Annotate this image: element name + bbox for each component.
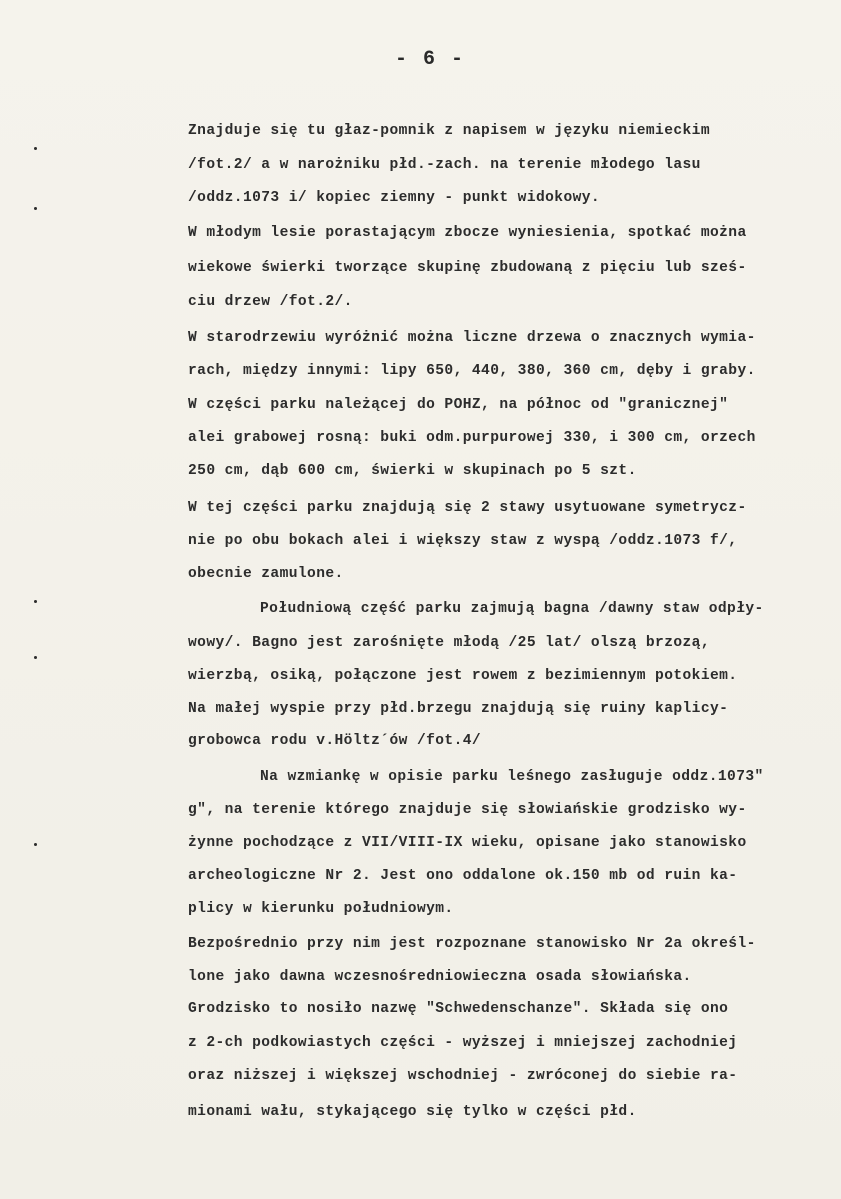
margin-mark (34, 600, 37, 603)
text-line: oraz niższej i większej wschodniej - zwróconej do siebie ra- (188, 1068, 738, 1084)
text-line: plicy w kierunku południowym. (188, 901, 454, 917)
text-line: Grodzisko to nosiło nazwę "Schwedenschanze". Składa się ono (188, 1001, 729, 1017)
text-line: W części parku należącej do POHZ, na północ od "granicznej" (188, 397, 729, 413)
text-line: 250 cm, dąb 600 cm, świerki w skupinach po 5 szt. (188, 463, 637, 479)
text-line: obecnie zamulone. (188, 566, 344, 582)
margin-mark (34, 207, 37, 210)
text-line: archeologiczne Nr 2. Jest ono oddalone ok.150 mb od ruin ka- (188, 868, 738, 884)
text-line: /oddz.1073 i/ kopiec ziemny - punkt widokowy. (188, 190, 601, 206)
text-line: mionami wału, stykającego się tylko w części płd. (188, 1104, 637, 1120)
text-line: lone jako dawna wczesnośredniowieczna osada słowiańska. (188, 969, 692, 985)
text-line: z 2-ch podkowiastych części - wyższej i mniejszej zachodniej (188, 1035, 738, 1051)
text-line: Bezpośrednio przy nim jest rozpoznane stanowisko Nr 2a określ- (188, 936, 756, 952)
text-line: rach, między innymi: lipy 650, 440, 380, 360 cm, dęby i graby. (188, 363, 756, 379)
margin-mark (34, 843, 37, 846)
text-line: Na wzmiankę w opisie parku leśnego zasługuje oddz.1073" (260, 769, 764, 785)
text-line: Znajduje się tu głaz-pomnik z napisem w języku niemieckim (188, 123, 710, 139)
text-line: grobowca rodu v.Höltz´ów /fot.4/ (188, 733, 482, 749)
text-line: Południową część parku zajmują bagna /dawny staw odpły- (260, 601, 764, 617)
margin-mark (34, 656, 37, 659)
text-line: wiekowe świerki tworzące skupinę zbudowaną z pięciu lub sześ- (188, 260, 747, 276)
text-line: W tej części parku znajdują się 2 stawy usytuowane symetrycz- (188, 500, 747, 516)
text-line: g", na terenie którego znajduje się słowiańskie grodzisko wy- (188, 802, 747, 818)
text-line: ciu drzew /fot.2/. (188, 294, 353, 310)
page-number: - 6 - (395, 48, 466, 71)
text-line: alei grabowej rosną: buki odm.purpurowej 330, i 300 cm, orzech (188, 430, 756, 446)
text-line: wowy/. Bagno jest zarośnięte młodą /25 lat/ olszą brzozą, (188, 635, 710, 651)
text-line: żynne pochodzące z VII/VIII-IX wieku, opisane jako stanowisko (188, 835, 747, 851)
text-line: /fot.2/ a w narożniku płd.-zach. na terenie młodego lasu (188, 157, 701, 173)
text-line: Na małej wyspie przy płd.brzegu znajdują się ruiny kaplicy- (188, 701, 729, 717)
text-line: wierzbą, osiką, połączone jest rowem z bezimiennym potokiem. (188, 668, 738, 684)
text-line: W starodrzewiu wyróżnić można liczne drzewa o znacznych wymia- (188, 330, 756, 346)
margin-mark (34, 147, 37, 150)
text-line: nie po obu bokach alei i większy staw z wyspą /oddz.1073 f/, (188, 533, 738, 549)
text-line: W młodym lesie porastającym zbocze wyniesienia, spotkać można (188, 225, 747, 241)
